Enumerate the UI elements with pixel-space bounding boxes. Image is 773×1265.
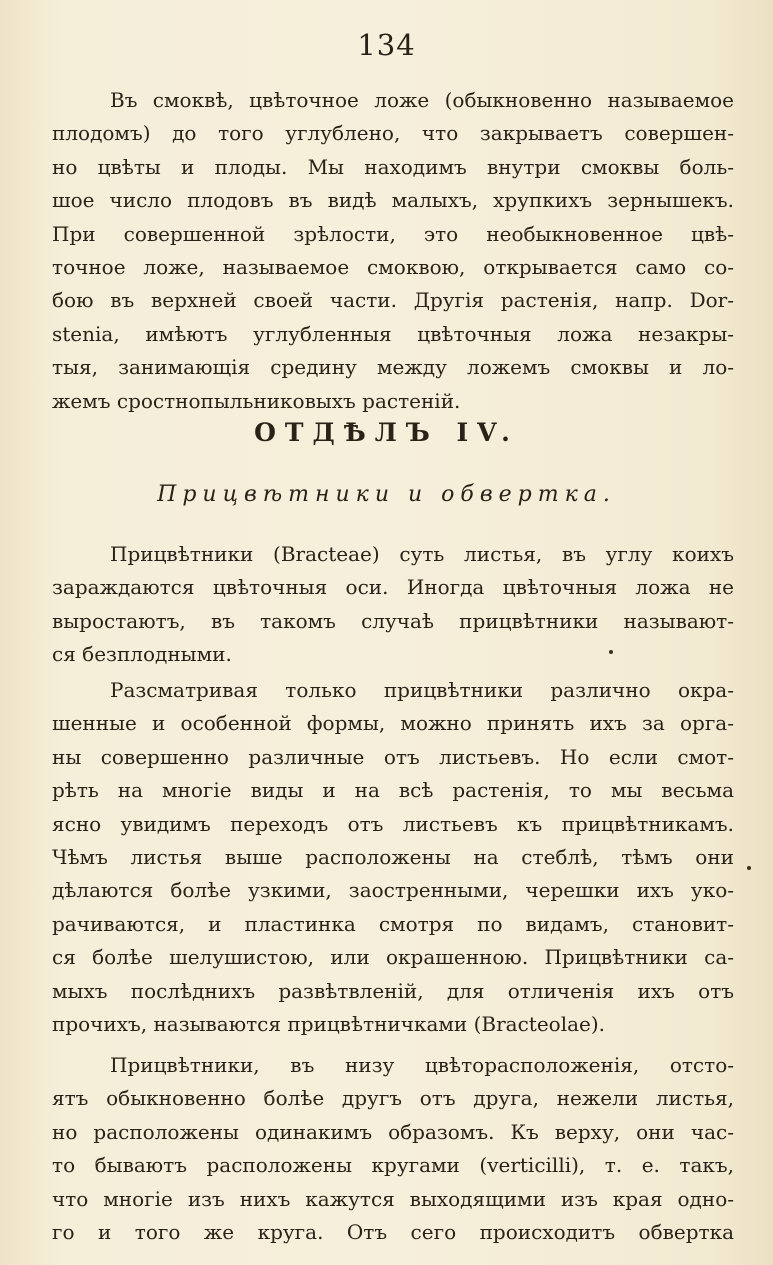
text-line: рачиваются, и пластинка смотря по видамъ, становит- [52,911,734,936]
text-line: ся болѣе шелушистою, или окрашенною. Прицвѣтники са- [52,945,734,970]
section-heading: ОТДѢЛЪ IV. [254,418,519,447]
text-line: ясно увидимъ переходъ отъ листьевъ къ прицвѣтникамъ. [52,811,734,836]
text-line: Разсматривая только прицвѣтники различно окра- [110,678,734,702]
paragraph-involucre [52,1049,734,1249]
text-line: но цвѣты и плоды. Мы находимъ внутри смоквы боль- [52,154,734,179]
text-line: Чѣмъ листья выше расположены на стеблѣ, тѣмъ они [52,845,734,870]
text-line: но расположены одинакимъ образомъ. Къ верху, они час- [52,1119,734,1144]
text-line: тыя, занимающія средину между ложемъ смоквы и ло- [52,355,734,380]
ink-speck [747,866,751,870]
text-line: ятъ обыкновенно болѣе другъ отъ друга, нежели листья, [52,1086,734,1111]
text-line: точное ложе, называемое смоквою, открывается само со- [52,255,734,280]
text-line: прочихъ, называются прицвѣтничками (Bracteolae). [52,1012,606,1037]
text-line: мыхъ послѣднихъ развѣтвленій, для отличенія ихъ отъ [52,978,734,1003]
text-line: stenia, имѣютъ углубленныя цвѣточныя ложа незакры- [52,321,734,346]
ink-speck [609,650,613,654]
text-line: шое число плодовъ въ видѣ малыхъ, хрупкихъ зернышекъ. [52,188,734,213]
text-line: Въ смоквѣ, цвѣточное ложе (обыкновенно называемое [110,88,734,112]
text-line: го и того же круга. Отъ сего происходитъ обвертка [52,1220,734,1245]
page-number: 134 [357,28,416,62]
paragraph-bracteae [52,538,734,672]
text-line: Прицвѣтники, въ низу цвѣторасположенія, отсто- [110,1053,734,1077]
text-line: что многіе изъ нихъ кажутся выходящими изъ края одно- [52,1186,734,1211]
text-line: жемъ сростнопыльниковыхъ растеній. [52,388,461,413]
text-line: выростаютъ, въ такомъ случаѣ прицвѣтники называют- [52,608,734,633]
text-line: рѣть на многіе виды и на всѣ растенія, то мы весьма [52,778,734,803]
text-line: Прицвѣтники (Bracteae) суть листья, въ углу коихъ [110,542,734,566]
text-line: то бываютъ расположены кругами (verticilli), т. е. такъ, [52,1153,734,1178]
text-line: плодомъ) до того углублено, что закрываетъ совершен- [52,121,734,146]
text-line: ны совершенно различные отъ листьевъ. Но если смот- [52,744,734,769]
text-line: ся безплодными. [52,642,232,667]
text-line: шенные и особенной формы, можно принять ихъ за орга- [52,711,734,736]
paragraph-figs [52,84,734,418]
text-line: При совершенной зрѣлости, это необыкновенное цвѣ- [52,221,734,246]
section-subheading: Прицвѣтники и обвертка. [157,482,616,507]
paragraph-transition [52,674,734,1041]
text-line: бою въ верхней своей части. Другія растенія, напр. Dor- [52,288,734,313]
text-line: зараждаются цвѣточныя оси. Иногда цвѣточныя ложа не [52,575,734,600]
text-line: дѣлаются болѣе узкими, заостренными, черешки ихъ уко- [52,878,734,903]
